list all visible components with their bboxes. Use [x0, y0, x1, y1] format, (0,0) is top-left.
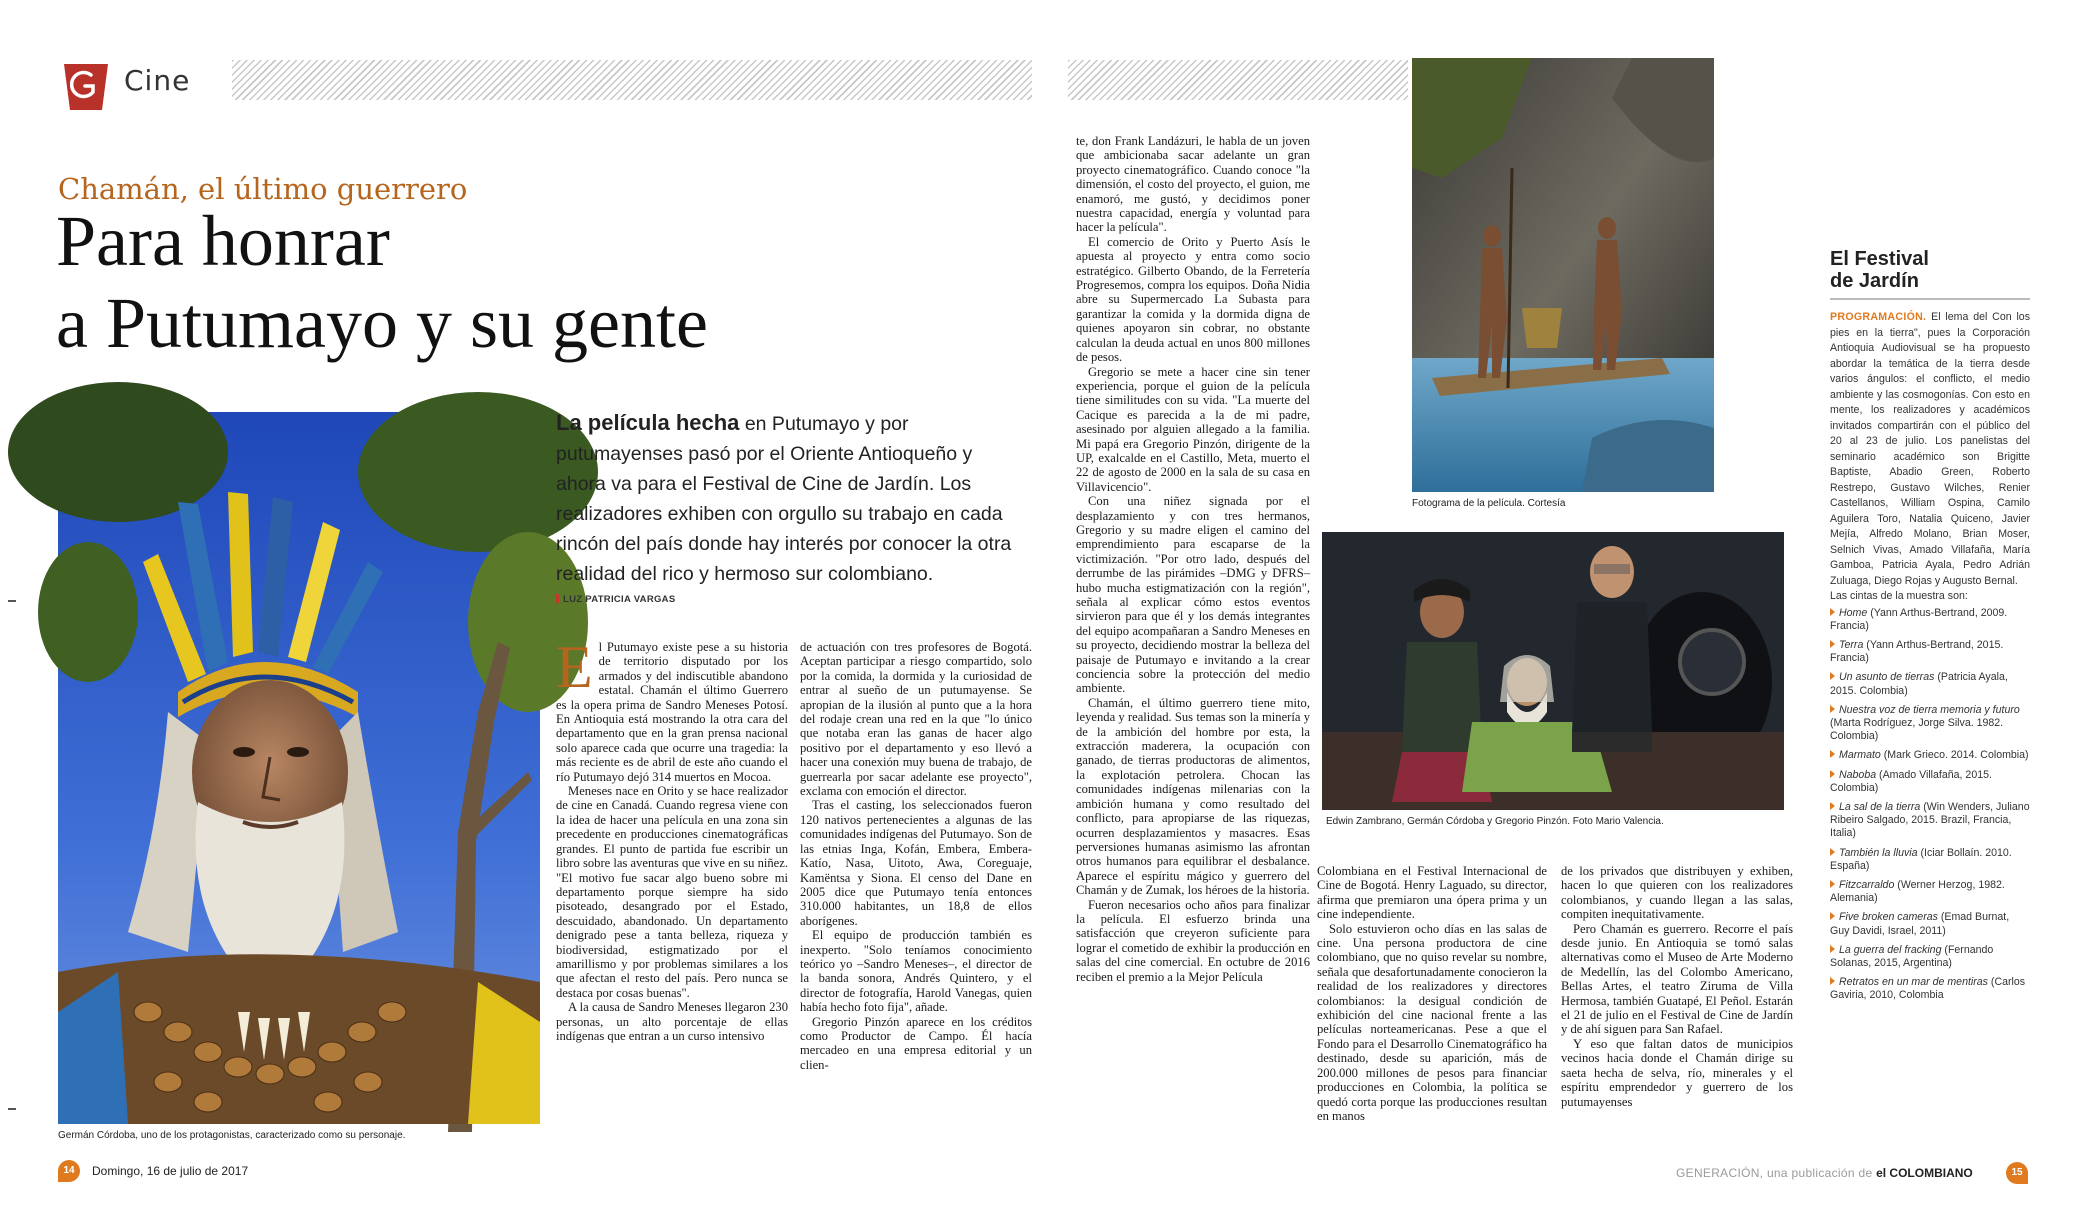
headline-line-1: Para honrar [56, 201, 390, 281]
standfirst-text: en Putumayo y por putumayenses pasó por el Oriente Antioqueño y ahora va para el Festival de Cine de Jardín. Los realizadores exhiben con orgullo su trabajo en cada rincón del país donde hay interés por conocer la otra realidad del rico y hermoso sur colombiano. [556, 413, 1012, 585]
paragraph: l Putumayo existe pese a su historia de territorio disputado por los armados y del indiscutible abandono estatal. Chamán el último Guerrero es la opera prima de Sandro Meneses Potosí. En Antioquia está mostrando la otra cara del departamento que en la gran prensa nacional solo aparece cada que ocurre una tragedia: la más reciente es de abril de este año cuando el río Putumayo dejó 314 muertos en Mocoa. [556, 640, 788, 784]
film-info: (Yann Arthus-Bertrand, 2009. Francia) [1830, 606, 2008, 632]
film-title: Retratos en un mar de mentiras [1839, 976, 1988, 989]
film-title: La guerra del fracking [1839, 943, 1942, 956]
film-list-item [1830, 944, 2030, 970]
paragraph: Solo estuvieron ocho días en las salas de cine. Una persona productora de cine colombiano, que no quiso revelar su nombre, señala que desafortunadamente conocieron la realidad de los realizadores y directores colombianos: la desigual condición de exhibición del cine nacional frente a las películas norteamericanas. Pese a que el Fondo para el Desarrollo Cinematográfico ha destinado, desde su aparición, más de 200.000 millones de pesos para financiar producciones en Colombia, la política se quedó corta porque las producciones resultan en manos [1317, 921, 1547, 1123]
film-title: La sal de la tierra [1839, 800, 1921, 813]
list-triangle-icon [1830, 770, 1835, 778]
article-column-5 [1561, 864, 1793, 1150]
article-column-3 [1076, 134, 1310, 984]
filmmakers-group-photo [1322, 532, 1784, 810]
edge-mark [8, 600, 16, 602]
shaman-portrait-photo [58, 412, 540, 1124]
paragraph: Colombiana en el Festival Internacional de Cine de Bogotá. Henry Laguado, su director, afirma que premiaron una ópera prima y un cine independiente. [1317, 864, 1547, 922]
film-list-item [1830, 607, 2030, 633]
list-triangle-icon [1830, 802, 1835, 810]
film-info: (Amado Villafaña, 2015. Colombia) [1830, 768, 1992, 794]
paragraph: Pero Chamán es guerrero. Recorre el país desde junio. En Antioquia se tomó salas alternativas como el Museo de Arte Moderno de Medellín, las del Colombo Americano, Bellas Artes, el teatro Ziruma de Villa Hermosa, también Guatapé, El Peñol. Estarán el 21 de julio en el Festival de Cine de Jardín y de ahí siguen para San Rafael. [1561, 921, 1793, 1037]
film-list-item [1830, 879, 2030, 905]
list-triangle-icon [1830, 672, 1835, 680]
film-title: Marmato [1839, 749, 1881, 762]
festival-sidebar [1830, 248, 2030, 1009]
byline-author: LUZ PATRICIA VARGAS [563, 594, 676, 605]
article-column-4 [1317, 864, 1547, 1150]
list-triangle-icon [1830, 705, 1835, 713]
list-triangle-icon [1830, 977, 1835, 985]
film-info: (Win Wenders, Juliano Ribeiro Salgado, 2015. Brazil, Francia, Italia) [1830, 800, 2030, 840]
paragraph: Fueron necesarios ocho años para finalizar la película. El esfuerzo brinda una satisfacción que creyeron suficiente para lograr el cometido de exhibir la producción en salas del cine comercial. En octubre de 2016 reciben el premio a la Mejor Película [1076, 897, 1310, 984]
film-list-item [1830, 801, 2030, 841]
byline-bar-icon [556, 594, 559, 603]
list-triangle-icon [1830, 880, 1835, 888]
footer-publication [1676, 1166, 1973, 1180]
film-list-item [1830, 704, 2030, 744]
sidebar-title-line-2: de Jardín [1830, 270, 1919, 292]
film-info: (Yann Arthus-Bertrand, 2015. Francia) [1830, 638, 2004, 665]
list-triangle-icon [1830, 945, 1835, 953]
article-column-1 [556, 634, 788, 1146]
film-info: (Iciar Bollaín. 2010. España) [1830, 846, 2012, 872]
list-triangle-icon [1830, 608, 1835, 616]
sidebar-films-intro: Las cintas de la muestra son: [1830, 590, 1968, 602]
paragraph: Tras el casting, los seleccionados fueron 120 nativos pertenecientes a algunas de las comunidades indígenas del Putumayo. Son de las etnias Inga, Kofán, Embera, Embera-Katío, Nasa, Uitoto, Awa, Coreguaje, Kamëntsa y Siona. El censo del Dane en 2005 dice que Putumayo tenía entonces 310.000 habitantes, un 18,8 de ellos aborígenes. [800, 798, 1032, 928]
film-list-item [1830, 847, 2030, 873]
paragraph: Y eso que faltan datos de municipios vecinos hacia donde el Chamán dirige su saeta hecha de selva, río, minerales y el espíritu emprendedor y guerrero de los putumayenses [1561, 1036, 1793, 1109]
film-title: Fitzcarraldo [1839, 878, 1895, 891]
list-triangle-icon [1830, 912, 1835, 920]
paragraph: A la causa de Sandro Meneses llegaron 230 personas, un alto porcentaje de ellas indígenas que entran a un curso intensivo [556, 1000, 788, 1043]
article-standfirst [556, 408, 1012, 589]
sidebar-rule [1830, 298, 2030, 300]
film-list-item [1830, 671, 2030, 697]
paragraph: de actuación con tres profesores de Bogotá. Aceptan participar a riesgo compartido, solo por la comida, la dormida y la curiosidad de entrar al sueño de un putumayense. Se apropian de la ilusión al punto que a la hora del rodaje crean una red en la que "lo único que notaba eran las ganas de hacer algo positivo por el departamento y eso llevó a hacer una conexión muy buena de trabajo, de guerrearla por sacar adelante ese proyecto", exclama con emoción el director. [800, 640, 1032, 799]
drop-cap: E [556, 634, 593, 700]
film-title: Terra [1839, 638, 1864, 651]
main-photo-caption: Germán Córdoba, uno de los protagonistas, caracterizado como su personaje. [58, 1130, 406, 1141]
film-title: Home [1839, 606, 1868, 619]
paragraph: Gregorio Pinzón aparece en los créditos como Productor de Campo. Él hacía mercadeo en una empresa editorial y un clien- [800, 1014, 1032, 1072]
paragraph: de los privados que distribuyen y exhiben, hacen lo que quieren con los realizadores colombianos, y cuando llegan a las salas, compiten inequitativamente. [1561, 864, 1793, 922]
list-triangle-icon [1830, 640, 1835, 648]
film-info: (Werner Herzog, 1982. Alemania) [1830, 878, 2005, 905]
film-title: También la lluvia [1839, 846, 1918, 859]
film-title: Nuestra voz de tierra memoria y futuro [1839, 703, 2020, 716]
article-byline [556, 594, 675, 605]
film-title: Un asunto de tierras [1839, 671, 1935, 684]
article-column-2 [800, 640, 1032, 1146]
film-list-item [1830, 769, 2030, 795]
film-title: Five broken cameras [1839, 911, 1938, 924]
section-label: Cine [124, 64, 191, 97]
group-photo-caption: Edwin Zambrano, Germán Córdoba y Gregorio Pinzón. Foto Mario Valencia. [1326, 816, 1664, 827]
sidebar-title [1830, 248, 2030, 292]
film-info: (Emad Burnat, Guy Davidi, Israel, 2011) [1830, 911, 2010, 937]
list-triangle-icon [1830, 848, 1835, 856]
film-list-item [1830, 911, 2030, 937]
article-headline [56, 200, 956, 364]
paragraph: Gregorio se mete a hacer cine sin tener experiencia, porque el guion de la película tiene similitudes con su vida. "La muerte del Cacique es parecida a la de mi padre, asesinado por alguien allegado a la familia. Mi papá era Gregorio Pinzón, dirigente de la UP, exalcalde en el Castillo, Meta, muerto el 22 de agosto de 2000 en la sala de su casa en Villavicencio". [1076, 364, 1310, 494]
film-info: (Marta Rodríguez, Jorge Silva. 1982. Colombia) [1830, 716, 2004, 743]
film-list-item [1830, 976, 2030, 1002]
film-title: Naboba [1839, 768, 1877, 781]
film-list-item [1830, 639, 2030, 665]
film-list [1830, 607, 2030, 1003]
sidebar-body [1830, 310, 2030, 589]
paragraph: El comercio de Orito y Puerto Asís le apuesta al proyecto y entra como socio estratégico. Gilberto Obando, de la Ferretería Progresemos, compra los equipos. Doña Nidia abre su Supermercado La Subasta para garantizar la comida y la dormida digna de quienes apoyaron sin cobrar, no obstante calculan la deuda actual en unos 800 millones de pesos. [1076, 234, 1310, 365]
paragraph: El equipo de producción también es inexperto. "Solo teníamos conocimiento teórico yo –Sandro Meneses–, el director de la banda sonora, Andrés Quintero, y el director de fotografía, Harold Vanegas, quien había hecho foto fija", añade. [800, 928, 1032, 1015]
paragraph: te, don Frank Landázuri, le habla de un joven que ambicionaba sacar adelante un gran proyecto cinematográfico. Cuando conoce "la dimensión, el costo del proyecto, el guion, me enamoró, me gustó, y decidimos poner nuestra capacidad, energía y voluntad para hacer la película". [1076, 134, 1310, 235]
footer-pub-prefix: GENERACIÓN, una publicación de [1676, 1166, 1873, 1180]
sidebar-title-line-1: El Festival [1830, 248, 1929, 270]
footer-brand: el COLOMBIANO [1876, 1166, 1973, 1180]
list-triangle-icon [1830, 750, 1835, 758]
page-number-right: 15 [2006, 1162, 2028, 1184]
paragraph: Con una niñez signada por el desplazamiento y con tres hermanos, Gregorio y su madre eligen el camino del emprendimiento para escaparse de la victimización. "Por otro lado, después del derrumbe de las pirámides –DMG y DFRS– hubo mucha estigmatización con la región", señala al explicar cómo estos eventos sirvieron para que él y los demás integrantes del equipo acompañaran a Sandro Meneses en su proyecto, decidiendo mostrar la belleza del paisaje de Putumayo e invitando a la crear conciencia sobre la protección del medio ambiente. [1076, 494, 1310, 696]
paragraph: Chamán, el último guerrero tiene mito, leyenda y realidad. Sus temas son la minería y de la ambición del hombre por esta, la extracción maderera, la ocupación con ganado, de tierras productoras de alimentos, la explotación petrolera. Chocan las comunidades indígenas milenarias con la ambición humana y como resultado del conflicto, para apropiarse de las riquezas, ocurren desplazamientos y masacres. Esas perversiones humanas asimismo las afrontan otros humanos para equilibrar el desbalance. Aparece el espíritu mágico y guerrero del Chamán y de Zumak, los héroes de la historia. [1076, 695, 1310, 898]
film-list-item [1830, 749, 2030, 762]
headline-line-2: a Putumayo y su gente [56, 283, 708, 363]
page-number-left: 14 [58, 1160, 80, 1182]
footer-date: Domingo, 16 de julio de 2017 [92, 1164, 249, 1178]
section-g-logo-icon [58, 58, 116, 116]
film-still-photo [1412, 58, 1714, 492]
film-info: (Carlos Gaviria, 2010, Colombia [1830, 976, 2026, 1002]
film-info: (Mark Grieco. 2014. Colombia) [1880, 749, 2029, 762]
article-kicker: Chamán, el último guerrero [58, 172, 468, 206]
standfirst-bold: La película hecha [556, 410, 740, 435]
edge-mark [8, 1108, 16, 1110]
header-hatch-band [232, 60, 1032, 100]
sidebar-body-text: El lema del Con los pies en la tierra", pues la Corporación Antioquia Audiovisual se ha propuesto abordar la temática de la tierra desde varios ángulos: el conflicto, el medio ambiente y las cosmogonías. Con esto en mente, los realizadores y académicos invitados compartirán con el público del 20 al 23 de julio. Los panelistas del seminario académico son Brigitte Baptiste, Abadio Green, Roberto Restrepo, Gustavo Wilches, Renier Castellanos, William Ospina, Camilo Aguilera Toro, Natalia Quiceno, Javier Mejía, Alfredo Molano, Brian Moser, Selnich Vivas, Amado Villafaña, María Gamboa, Patricia Ayala, Pedro Adrián Zuluaga, Diego Rojas y Augusto Bernal. [1830, 311, 2030, 587]
film-info: (Fernando Solanas, 2015, Argentina) [1830, 943, 1994, 969]
header-hatch-band-right [1068, 60, 1408, 100]
sidebar-lead: PROGRAMACIÓN. [1830, 311, 1927, 323]
film-info: (Patricia Ayala, 2015. Colombia) [1830, 671, 2008, 697]
film-still-caption: Fotograma de la película. Cortesía [1412, 498, 1566, 509]
paragraph: Meneses nace en Orito y se hace realizador de cine en Canadá. Cuando regresa viene con la idea de hacer una película en una zona sin precedente en producciones cinematográficas grandes. El punto de partida fue escribir un libro sobre las aventuras que vive en su niñez. "El motivo fue sacar algo bueno sobre mi departamento porque siempre ha sido pisoteado, desangrado por el Estado, descuidado, abandonado. Un departamento denigrado pese a tanta belleza, riqueza y biodiversidad, estigmatizado por el amarillismo y por problemas similares a los que afectan el resto del país. Pero nunca se destaca por cosas buenas". [556, 784, 788, 1000]
